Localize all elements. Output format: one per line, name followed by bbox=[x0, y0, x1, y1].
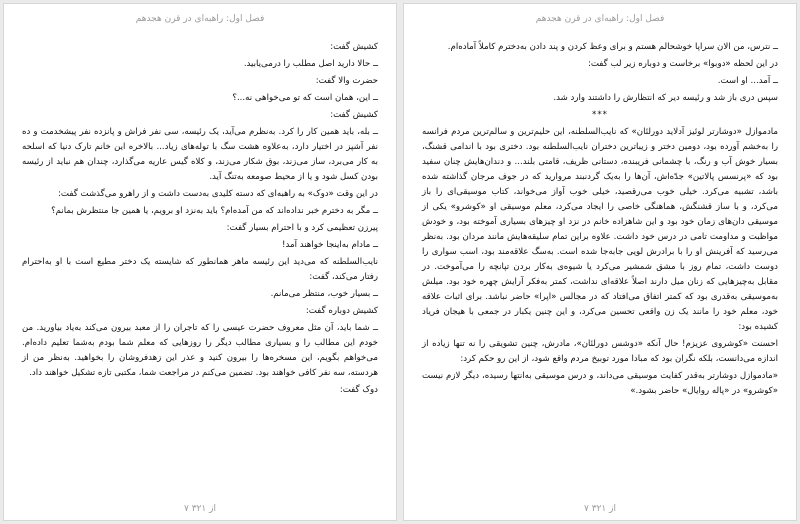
left-page bbox=[4, 4, 396, 520]
paragraph: ــ این، همان است که تو می‌خواهی نه...؟ bbox=[232, 93, 378, 103]
paragraph: «مادموازل دوشارتر به‌قدر کفایت موسیقی می‌داند، و درس موسیقی به‌انتها رسیده، دیگر لازم نیست «کوشرو» در «پاله روایال» حاضر بشود.» bbox=[422, 371, 778, 396]
paragraph: در این وقت «دوک» به راهبه‌ای که دسته کلیدی به‌دست داشت و از راهرو می‌گذشت گفت: bbox=[58, 189, 378, 199]
paragraph: ــ نترس، من الان سراپا خوشحالم هستم و برای وعظ کردن و پند دادن به‌دخترم کاملاً آماده‌ام. bbox=[447, 42, 778, 52]
paragraph: ــ مادام به‌اینجا خواهند آمد! bbox=[282, 240, 378, 250]
paragraph: سپس دری باز شد و رئیسه دیر که انتظارش را داشتند وارد شد. bbox=[553, 93, 778, 103]
paragraph: ــ مگر به دخترم خبر نداده‌اند که من آمده‌ام؟ باید به‌نزد او برویم، یا همین جا منتظرش بمانم؟ bbox=[51, 206, 378, 216]
paragraph: ــ حالا دارید اصل مطلب را درمی‌یابید. bbox=[243, 59, 378, 69]
page-body bbox=[22, 40, 378, 400]
paragraph: ــ آمد... او است. bbox=[717, 76, 778, 86]
paragraph: حضرت والا گفت: bbox=[315, 76, 378, 86]
paragraph: کشیش گفت: bbox=[330, 110, 378, 120]
paragraph: نایب‌السلطنه که می‌دید این رئیسه ماهر همانطور که شایسته یک دختر مطیع است با او به‌احترام رفتار می‌کند، گفت: bbox=[22, 257, 378, 282]
paragraph: ــ بله، باید همین کار را کرد. به‌نظرم می‌آید، یک رئیسه، سی نفر فراش و پانزده نفر پیشخدمت و ده نفر آشپز در اختیار دارد، به‌علاوه هشت سگ با توله‌های زیاد... بالاخره این خانم تارک دنیا که اسلحه به کار می‌برد، ساز می‌زند، بوق شکار می‌زند، و کلاه گیس عاریه می‌گذارد، چندان هم نباید از رئیسه بودن کسل شود و یا از محیط صومعه به‌تنگ آید. bbox=[22, 127, 378, 182]
paragraph: کشیش دوباره گفت: bbox=[305, 306, 378, 316]
right-page bbox=[404, 4, 796, 520]
paragraph: مادموازل «دوشارتر لوئیز آدلاید دورلئان» که نایب‌السلطنه، این حلیم‌ترین و سالم‌ترین مردم فرانسه را به‌خشم آورده بود، دومین دختر و زیباترین دختران نایب‌السلطنه بود. دختری بود با اندامی قشنگ، بسیار خوش آب و رنگ، با چشمانی فریبنده، دستانی ظریف، قامتی بلند... و دندان‌هایش چنان سفید بود که «پرنسس پالاتین» جدّه‌اش، آن‌ها را به‌یک گردنبند مروارید که در جوف مرجان گذاشته شده باشد، تشبیه می‌کرد. خیلی خوب می‌رقصید، خیلی خوب آواز می‌خواند، کتاب موسیقی‌ای را باز می‌کرد، و با ساز قشنگش، هماهنگی خاصی را ایجاد می‌کرد، معلم موسیقی او «کوشرو» یکی از موسیقی دان‌های زمان خود بود و این شاهزاده خانم در نزد او چیزهای بسیاری آموخته بود، و خودش مواظبت و مداومت تامی در درس خود داشت. علاوه براین تمام سلیقه‌هایش مانند مردان بود. به‌نظر می‌رسید که آفرینش او را با برادرش لویی جابه‌جا شده است. به‌سگ علاقه‌مند بود، اسب سواری را دوست داشت، تمام روز با مشق شمشیر می‌کرد یا شیوه‌ی به‌کار بردن تپانچه را می‌آموخت. در مقابل به‌چیزهایی که زنان میل دارند اصلاً علاقه‌ای نداشت، کمتر به‌فکر آرایش چهره خود بود. میلش به‌موسیقی به‌قدری بود که کمتر اتفاق می‌افتاد که در مجالس «اپرا» حاضر نباشد. برای اثبات علاقه خود، معلم خود را مانند یک زن واقعی تحسین می‌کرد، و این چنین یکبار در جمعی با هیجان فریاد کشیده بود: bbox=[422, 127, 778, 332]
paragraph: در این لحظه «دوبوا» برخاست و دوباره زیر لب گفت: bbox=[587, 59, 778, 69]
paragraph: کشیش گفت: bbox=[330, 42, 378, 52]
section-break: *** bbox=[592, 110, 608, 120]
page-body bbox=[422, 40, 778, 401]
paragraph: ــ بسیار خوب، منتظر می‌مانم. bbox=[270, 289, 378, 299]
running-header: فصل اول: راهبه‌ای در قرن هجدهم bbox=[535, 14, 665, 24]
paragraph: احسنت «کوشروی عزیزم! حال آنکه «دوشس دورلئان»، مادرش، چنین تشویقی را نه تنها زیاده از اندازه می‌دانست، بلکه نگران بود که مبادا مورد توبیخ مردم واقع شود، از این رو حکم کرد: bbox=[422, 339, 778, 364]
paragraph: دوک گفت: bbox=[339, 385, 378, 395]
page-number: ۷ از ۳۲۱ bbox=[584, 504, 616, 514]
page-number: ۷ از ۳۲۱ bbox=[184, 504, 216, 514]
paragraph: ــ شما باید، آن مثل معروف حضرت عیسی را که تاجران را از معبد بیرون می‌کند به‌یاد بیاورید. من خودم این مطالب را و بسیاری مطالب دیگر را روزهایی که معلم شما بودم به‌شما تعلیم داده‌ام. می‌خواهم بگویم، این مسخره‌ها را بیرون کنید و عذر این زهدفروشان را بخواهید. به‌نظر من از هردسته، سه نفر کافی خواهند بود. تضمین می‌کنم در مراجعت شما، مکتبی تازه تشکیل خواهند داد. bbox=[22, 323, 378, 378]
paragraph: پیرزن تعظیمی کرد و با احترام بسیار گفت: bbox=[226, 223, 378, 233]
running-header: فصل اول: راهبه‌ای در قرن هجدهم bbox=[135, 14, 265, 24]
